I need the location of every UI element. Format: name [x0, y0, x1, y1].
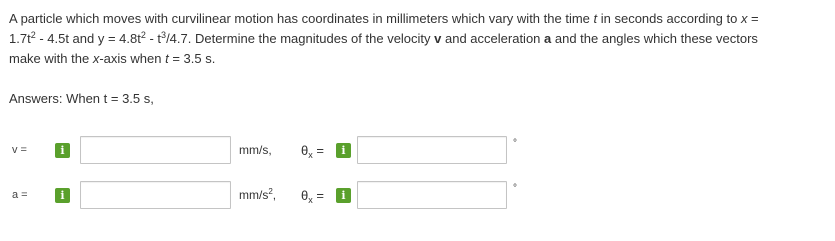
answers-label: Answers: When t = 3.5 s,: [9, 91, 154, 106]
unit-text: mm/s: [239, 188, 269, 202]
problem-text: = 3.5 s.: [168, 51, 216, 66]
degree-symbol: °: [513, 183, 517, 194]
unit-exponent: 2: [268, 187, 273, 196]
problem-text: and acceleration: [441, 31, 545, 46]
info-icon[interactable]: i: [336, 188, 351, 203]
theta-symbol: θ: [301, 188, 309, 203]
velocity-row: [0, 136, 835, 166]
var-t: t: [593, 11, 598, 26]
unit-text: mm/s,: [239, 143, 272, 157]
velocity-unit: [239, 143, 272, 157]
var-a: a: [544, 31, 552, 46]
theta-subscript: x: [308, 195, 313, 205]
velocity-theta-label: [301, 143, 324, 160]
equals: =: [312, 143, 324, 158]
info-icon[interactable]: i: [55, 143, 70, 158]
acceleration-unit: [239, 188, 276, 202]
problem-text: - 4.5t and y = 4.8t: [35, 31, 141, 46]
problem-text: in seconds according to: [597, 11, 741, 26]
exponent: 2: [30, 30, 36, 40]
info-icon[interactable]: i: [336, 143, 351, 158]
velocity-label: v =: [12, 144, 27, 156]
theta-symbol: θ: [301, 143, 309, 158]
unit-comma: ,: [272, 188, 277, 202]
acceleration-row: [0, 181, 835, 211]
problem-text: A particle which moves with curvilinear motion has coordinates in millimeters which vary with the time: [9, 11, 594, 26]
theta-subscript: x: [308, 150, 313, 160]
acceleration-magnitude-input[interactable]: [80, 181, 231, 209]
problem-text: and the angles which these vectors: [551, 31, 758, 46]
info-icon[interactable]: i: [55, 188, 70, 203]
problem-text: - t: [145, 31, 162, 46]
equals: =: [312, 188, 324, 203]
acceleration-theta-label: [301, 188, 324, 205]
problem-text: /4.7. Determine the magnitudes of the velocity: [166, 31, 435, 46]
acceleration-angle-input[interactable]: [357, 181, 507, 209]
degree-symbol: °: [513, 138, 517, 149]
var-v: v: [434, 31, 442, 46]
var-t: t: [165, 51, 169, 66]
var-x: x: [92, 51, 100, 66]
var-x: x: [740, 11, 748, 26]
exponent: 2: [140, 30, 146, 40]
acceleration-label: a =: [12, 189, 28, 201]
problem-text: -axis when: [99, 51, 166, 66]
problem-text: =: [747, 11, 759, 26]
problem-text: 1.7t: [9, 31, 31, 46]
exponent: 3: [161, 30, 167, 40]
problem-statement: [9, 9, 824, 69]
velocity-angle-input[interactable]: [357, 136, 507, 164]
problem-text: make with the: [9, 51, 93, 66]
velocity-magnitude-input[interactable]: [80, 136, 231, 164]
